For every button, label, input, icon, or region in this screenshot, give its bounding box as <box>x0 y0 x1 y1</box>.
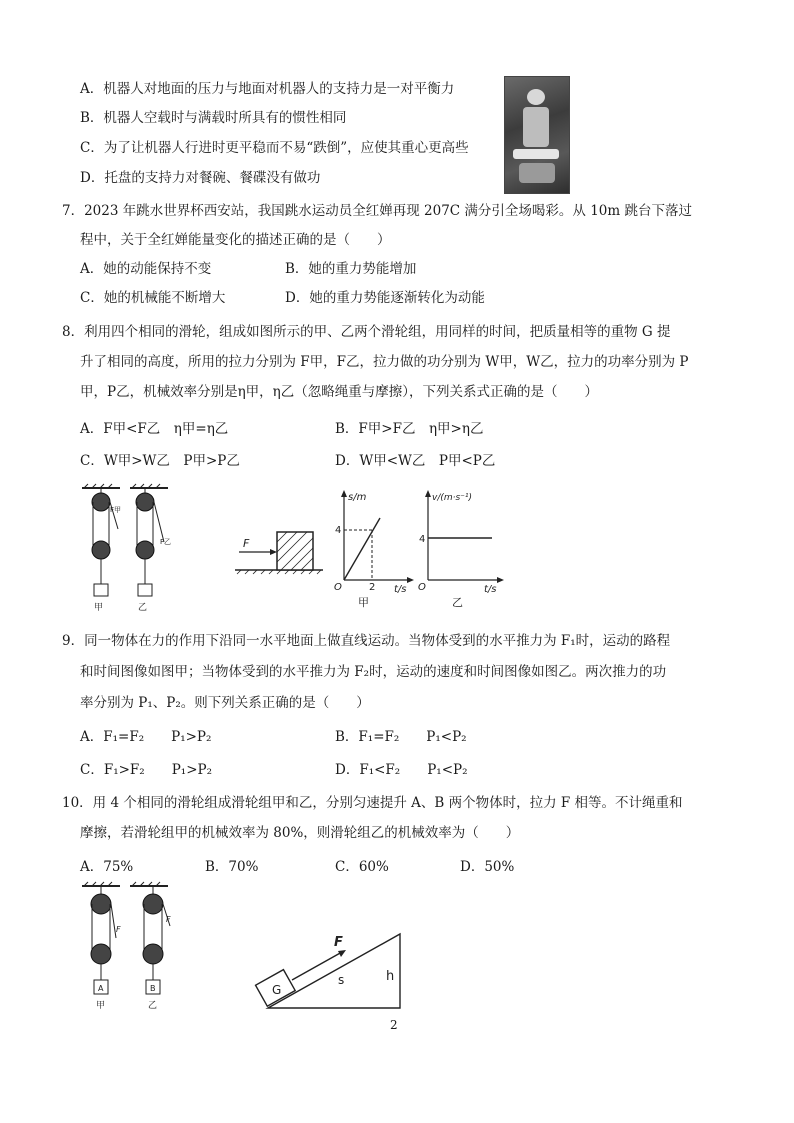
q9-graph1-origin: O <box>334 582 342 593</box>
q9-graph1-xtick: 2 <box>369 582 376 593</box>
q7-stem-line2: 程中，关于全红婵能量变化的描述正确的是（ ） <box>80 232 391 248</box>
q6-option-d: D．托盘的支持力对餐碗、餐碟没有做功 <box>80 170 321 186</box>
q9-option-a: A．F₁=F₂ P₁>P₂ <box>80 729 212 745</box>
q9-graph2-xlabel: t/s <box>484 584 497 595</box>
q10-option-c: C．60% <box>335 859 389 875</box>
q9-graph-s-t <box>328 488 418 608</box>
q8-stem-line3: 甲，P乙，机械效率分别是η甲，η乙（忽略绳重与摩擦），下列关系式正确的是（ ） <box>80 384 599 400</box>
q10-pulley-figure <box>80 882 190 1012</box>
q9-graph2-ytick: 4 <box>419 534 426 545</box>
q9-graph2-origin: O <box>418 582 426 593</box>
q10-fig-f-label: F <box>116 925 121 934</box>
q9-fig-force-label: F <box>243 537 250 550</box>
q9-graph1-line <box>344 518 380 580</box>
incline-f-label: F <box>334 935 343 950</box>
q8-fig-f2-label: F乙 <box>160 538 172 546</box>
q8-fig-f1-label: F甲 <box>110 506 122 514</box>
q9-stem-line2: 和时间图像如图甲；当物体受到的水平推力为 F₂时，运动的速度和时间图像如图乙。两次推力的功 <box>80 664 667 680</box>
q9-graph1-caption: 甲 <box>358 596 369 609</box>
q8-pulley-figure <box>80 484 190 614</box>
q6-option-a: A．机器人对地面的压力与地面对机器人的支持力是一对平衡力 <box>80 81 455 97</box>
q9-option-d: D．F₁<F₂ P₁<P₂ <box>335 762 468 778</box>
q8-option-d: D．W甲<W乙 P甲<P乙 <box>335 453 496 469</box>
incline-g-label: G <box>272 983 282 997</box>
q8-fig-right-caption: 乙 <box>138 603 148 613</box>
q9-graph1-ylabel: s/m <box>348 492 367 503</box>
q9-option-c: C．F₁>F₂ P₁>P₂ <box>80 762 213 778</box>
q7-option-b: B．她的重力势能增加 <box>285 261 417 277</box>
q10-fig-a-label: A <box>98 984 104 993</box>
q9-option-b: B．F₁=F₂ P₁<P₂ <box>335 729 467 745</box>
q8-option-b: B．F甲>F乙 η甲>η乙 <box>335 421 484 437</box>
page-number: 2 <box>390 1018 398 1032</box>
q10-fig-left-caption: 甲 <box>96 1001 106 1011</box>
q9-stem-line3: 率分别为 P₁、P₂。则下列关系正确的是（ ） <box>80 695 370 711</box>
q10-fig-right-caption: 乙 <box>148 1001 158 1011</box>
q6-option-c: C．为了让机器人行进时更平稳而不易“跌倒”，应使其重心更高些 <box>80 140 469 156</box>
q10-stem-line1: 10．用 4 个相同的滑轮组成滑轮组甲和乙，分别匀速提升 A、B 两个物体时，拉力 F 相等。不计绳重和 <box>62 795 683 811</box>
q7-option-d: D．她的重力势能逐渐转化为动能 <box>285 290 485 306</box>
q10-option-a: A．75% <box>80 859 134 875</box>
q8-option-c: C．W甲>W乙 P甲>P乙 <box>80 453 240 469</box>
q10-fig-f-label-right: F <box>166 915 171 924</box>
q6-option-b: B．机器人空载时与满载时所具有的惯性相同 <box>80 110 347 126</box>
q10-fig-b-label: B <box>150 984 156 993</box>
q9-graph-v-t <box>418 488 512 609</box>
incline-s-label: s <box>338 973 345 987</box>
incline-h-label: h <box>386 969 395 984</box>
q9-graph2-ylabel: v/(m·s⁻¹) <box>432 493 473 503</box>
q10-option-d: D．50% <box>460 859 515 875</box>
q7-option-c: C．她的机械能不断增大 <box>80 290 226 306</box>
q9-graph1-xlabel: t/s <box>394 584 407 595</box>
q8-fig-left-caption: 甲 <box>94 603 104 613</box>
q9-stem-line1: 9．同一物体在力的作用下沿同一水平地面上做直线运动。当物体受到的水平推力为 F₁时，运动的路程 <box>62 633 671 649</box>
q7-option-a: A．她的动能保持不变 <box>80 261 212 277</box>
q8-stem-line2: 升了相同的高度，所用的拉力分别为 F甲，F乙，拉力做的功分别为 W甲，W乙，拉力的功率分别为 P <box>80 354 689 370</box>
q10-option-b: B．70% <box>205 859 259 875</box>
q8-stem-line1: 8．利用四个相同的滑轮，组成如图所示的甲、乙两个滑轮组，用同样的时间，把质量相等的重物 G 提 <box>62 324 671 340</box>
incline-figure <box>258 930 408 1012</box>
q9-graph1-ytick: 4 <box>335 525 342 536</box>
q7-stem-line1: 7．2023 年跳水世界杯西安站，我国跳水运动员全红婵再现 207C 满分引全场喝彩。从 10m 跳台下落过 <box>62 203 692 219</box>
q8-option-a: A．F甲<F乙 η甲=η乙 <box>80 421 229 437</box>
robot-photo <box>504 76 570 194</box>
q10-stem-line2: 摩擦，若滑轮组甲的机械效率为 80%，则滑轮组乙的机械效率为（ ） <box>80 825 520 841</box>
q9-graph2-caption: 乙 <box>452 596 463 609</box>
q9-block-figure <box>235 520 325 580</box>
